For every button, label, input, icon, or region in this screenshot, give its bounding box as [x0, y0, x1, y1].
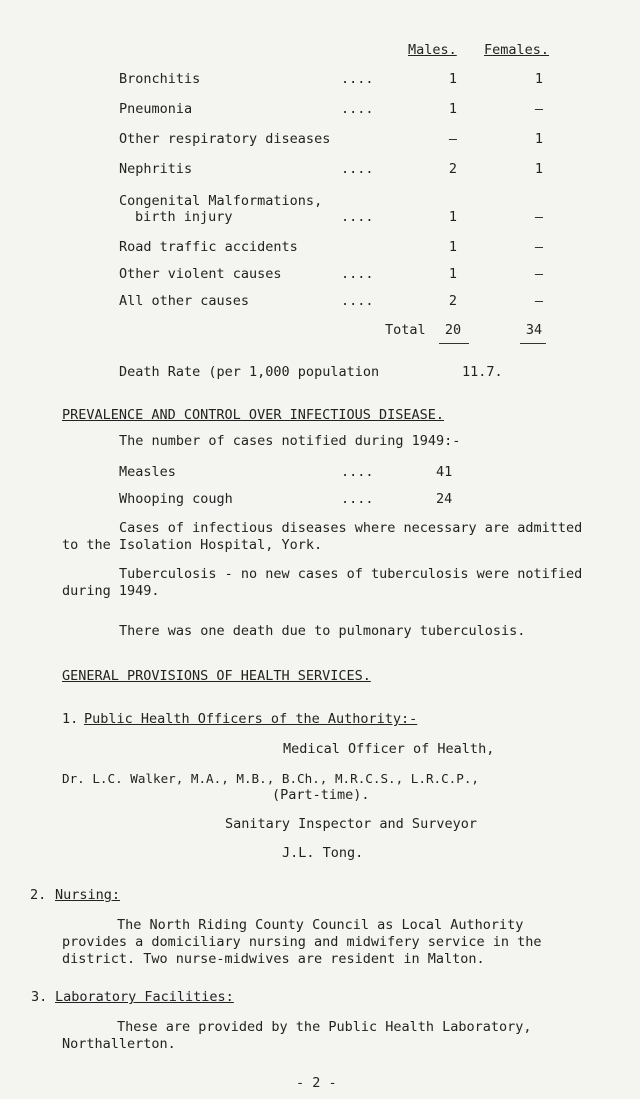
section-heading: GENERAL PROVISIONS OF HEALTH SERVICES.	[62, 668, 371, 684]
moh-note: (Part-time).	[272, 787, 370, 803]
total-females: 34	[525, 322, 543, 338]
paragraph-line: There was one death due to pulmonary tuberculosis.	[119, 623, 526, 639]
row-label: Nephritis	[119, 161, 193, 177]
item-number: 3.	[31, 989, 48, 1005]
item-title: Nursing:	[55, 887, 121, 903]
disease-label: Whooping cough	[119, 491, 233, 507]
row-label: Other violent causes	[119, 266, 282, 282]
moh-name: Dr. L.C. Walker, M.A., M.B., B.Ch., M.R.C.S., L.R.C.P.,	[62, 771, 480, 786]
paragraph-line: Cases of infectious diseases where necessary are admitted	[119, 520, 583, 536]
paragraph-line: during 1949.	[62, 583, 160, 599]
disease-dots: ....	[341, 491, 374, 507]
row-females: 1	[534, 71, 544, 87]
row-dots: ....	[341, 293, 374, 309]
row-males: 2	[448, 293, 458, 309]
inspector-name: J.L. Tong.	[282, 845, 364, 861]
row-label: Other respiratory diseases	[119, 131, 331, 147]
disease-count: 41	[436, 464, 453, 480]
row-males: 1	[448, 209, 458, 225]
row-females: –	[534, 266, 544, 282]
row-dots: ....	[341, 266, 374, 282]
total-underline	[439, 343, 469, 344]
item-title: Laboratory Facilities:	[55, 989, 234, 1005]
item-title: Public Health Officers of the Authority:-	[84, 711, 418, 727]
row-label-continued: birth injury	[135, 209, 233, 225]
paragraph-line: Northallerton.	[62, 1036, 176, 1052]
row-males: 1	[448, 101, 458, 117]
row-females: –	[534, 101, 544, 117]
item-number: 1.	[62, 711, 79, 727]
row-males: 1	[448, 266, 458, 282]
death-rate-label: Death Rate (per 1,000 population	[119, 364, 380, 380]
row-females: –	[534, 209, 544, 225]
total-label: Total	[385, 322, 426, 338]
death-rate-value: 11.7.	[462, 364, 503, 380]
row-dots: ....	[341, 71, 374, 87]
notified-intro: The number of cases notified during 1949:-	[119, 433, 461, 449]
row-females: –	[534, 293, 544, 309]
row-label: Bronchitis	[119, 71, 201, 87]
row-males: 2	[448, 161, 458, 177]
inspector-title: Sanitary Inspector and Surveyor	[225, 816, 477, 832]
total-males: 20	[444, 322, 462, 338]
row-label: Pneumonia	[119, 101, 193, 117]
disease-count: 24	[436, 491, 453, 507]
row-males: –	[448, 131, 458, 147]
row-label: All other causes	[119, 293, 250, 309]
paragraph-line: provides a domiciliary nursing and midwifery service in the	[62, 934, 542, 950]
paragraph-line: district. Two nurse-midwives are resident in Malton.	[62, 951, 485, 967]
row-label: Road traffic accidents	[119, 239, 298, 255]
paragraph-line: The North Riding County Council as Local Authority	[117, 917, 524, 933]
paragraph-line: These are provided by the Public Health Laboratory,	[117, 1019, 532, 1035]
row-females: –	[534, 239, 544, 255]
females-column-header: Females.	[484, 42, 550, 58]
disease-dots: ....	[341, 464, 374, 480]
section-heading: PREVALENCE AND CONTROL OVER INFECTIOUS DISEASE.	[62, 407, 445, 423]
row-males: 1	[448, 239, 458, 255]
males-column-header: Males.	[408, 42, 457, 58]
paragraph-line: Tuberculosis - no new cases of tuberculosis were notified	[119, 566, 583, 582]
item-number: 2.	[30, 887, 47, 903]
row-dots: ....	[341, 101, 374, 117]
row-females: 1	[534, 131, 544, 147]
row-males: 1	[448, 71, 458, 87]
paragraph-line: to the Isolation Hospital, York.	[62, 537, 323, 553]
disease-label: Measles	[119, 464, 176, 480]
row-dots: ....	[341, 209, 374, 225]
row-label: Congenital Malformations,	[119, 193, 323, 209]
moh-title: Medical Officer of Health,	[283, 741, 495, 757]
row-dots: ....	[341, 161, 374, 177]
total-underline	[520, 343, 546, 344]
row-females: 1	[534, 161, 544, 177]
page-number: - 2 -	[296, 1075, 337, 1091]
